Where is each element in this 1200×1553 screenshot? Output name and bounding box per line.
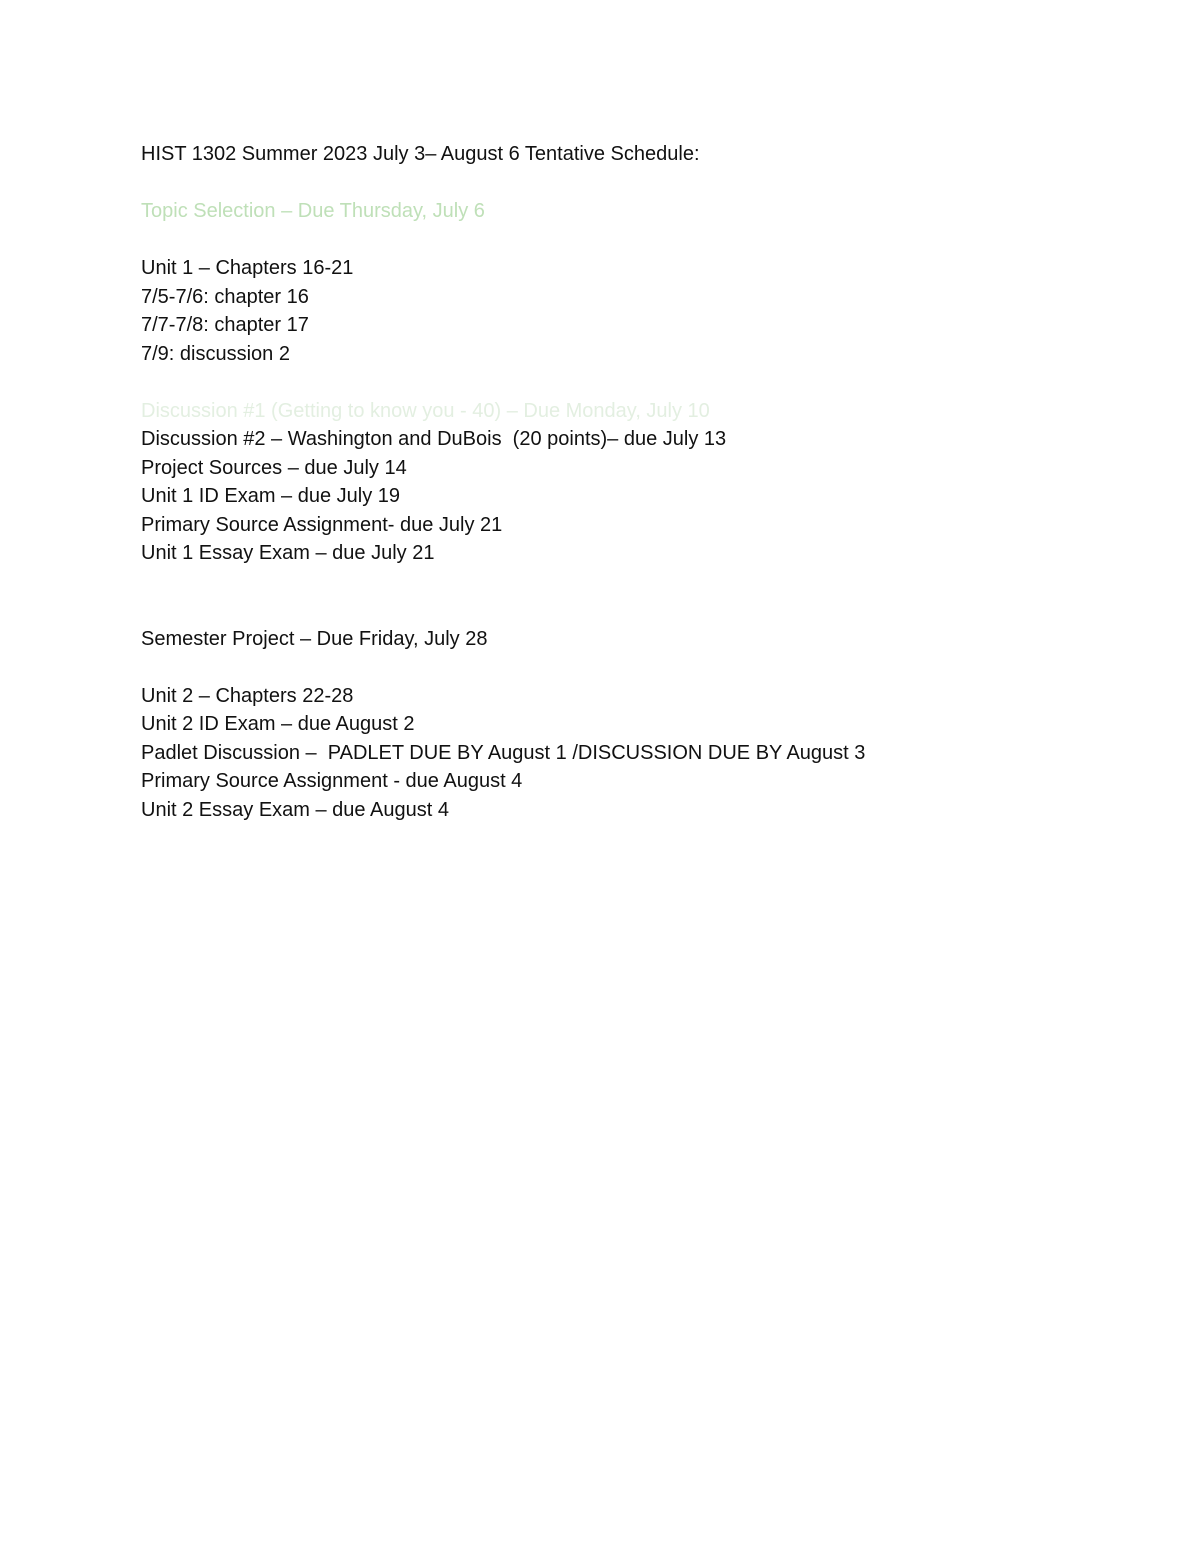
unit1-reading-item: 7/5-7/6: chapter 16: [141, 285, 309, 308]
spacer: [141, 169, 1121, 198]
spacer: [141, 653, 1121, 682]
deadline-item: Discussion #2 – Washington and DuBois (20 points)– due July 13: [141, 428, 727, 450]
semester-project-line: Semester Project – Due Friday, July 28: [141, 627, 488, 650]
spacer: [141, 226, 1121, 255]
unit1-reading-item: 7/7-7/8: chapter 17: [141, 314, 309, 336]
deadline-item: Primary Source Assignment- due July 21: [141, 513, 503, 536]
unit2-heading: Unit 2 – Chapters 22-28: [141, 684, 354, 707]
unit2-item: Primary Source Assignment - due August 4: [141, 770, 523, 792]
spacer: [141, 596, 1121, 625]
topic-selection-line: Topic Selection – Due Thursday, July 6: [141, 200, 485, 222]
discussion1-line: Discussion #1 (Getting to know you - 40) – Due Monday, July 10: [141, 399, 710, 422]
unit2-item: Unit 2 ID Exam – due August 2: [141, 713, 415, 735]
schedule-title: HIST 1302 Summer 2023 July 3– August 6 Tentative Schedule:: [141, 143, 700, 165]
deadline-item: Project Sources – due July 14: [141, 456, 407, 479]
unit2-item: Unit 2 Essay Exam – due August 4: [141, 798, 449, 821]
unit1-heading: Unit 1 – Chapters 16-21: [141, 257, 354, 279]
spacer: [141, 568, 1121, 597]
deadline-item: Unit 1 ID Exam – due July 19: [141, 485, 401, 507]
unit2-item: Padlet Discussion – PADLET DUE BY August 1 /DISCUSSION DUE BY August 3: [141, 741, 866, 764]
schedule-content: [141, 140, 1121, 824]
unit1-reading-item: 7/9: discussion 2: [141, 342, 290, 365]
spacer: [141, 368, 1121, 397]
deadline-item: Unit 1 Essay Exam – due July 21: [141, 542, 435, 564]
